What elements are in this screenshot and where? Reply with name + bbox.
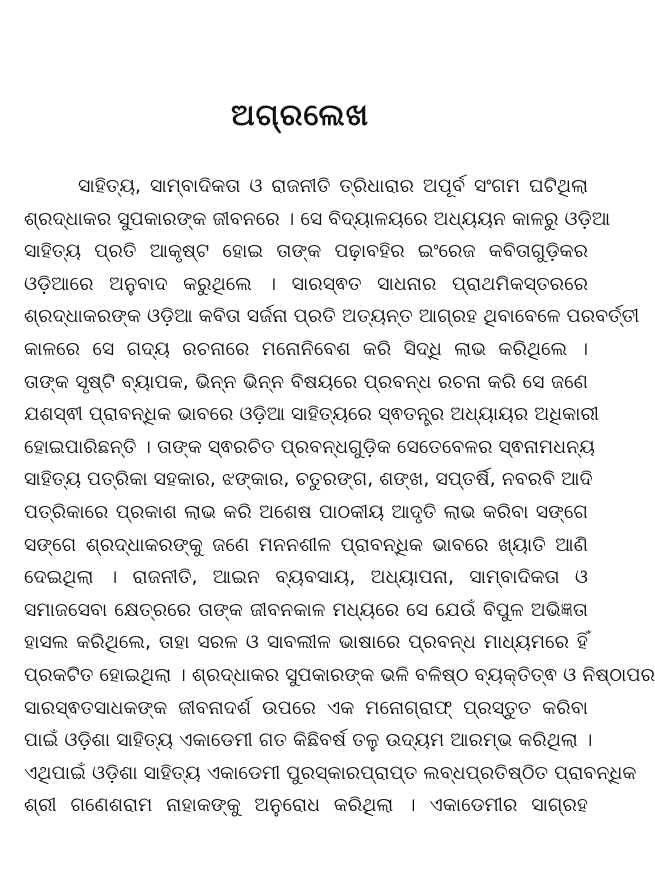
text-line: ପାଇଁ ଓଡ଼ିଶା ସାହିତ୍ୟ ଏକାଡେମୀ ଗତ କିଛିବର୍ଷ ତଳୁ ଉଦ୍ୟମ ଆରମ୍ଭ କରିଥିଲା । xyxy=(24,729,593,752)
text-line: ଶ୍ରୀ ଗଣେଶରାମ ନାହାକଙ୍କୁ ଅନୁରୋଧ କରିଥିଲା । ଏକାଡେମୀର ସାଗ୍ରହ xyxy=(24,794,588,817)
body-paragraph xyxy=(24,170,655,822)
text-line: ହାସଲ କରିଥିଲେ, ତାହା ସରଳ ଓ ସାବଲୀଳ ଭାଷାରେ ପ୍ରବନ୍ଧ ମାଧ୍ୟମରେ ହିଁ xyxy=(24,631,588,654)
text-line: ପତ୍ରିକାରେ ପ୍ରକାଶ ଲାଭ କରି ଅଶେଷ ପାଠକୀୟ ଆଦୃତି ଲାଭ କରିବା ସଙ୍ଗେ xyxy=(24,500,588,523)
text-line: ସାହିତ୍ୟ ପ୍ରତି ଆକୃଷ୍ଟ ହୋଇ ତାଙ୍କ ପଢ଼ାବହିର ଇଂରେଜ କବିତାଗୁଡ଼ିକର xyxy=(24,240,588,263)
text-line: ସମାଜସେବା କ୍ଷେତ୍ରରେ ତାଙ୍କ ଜୀବନକାଳ ମଧ୍ୟରେ ସେ ଯେଉଁ ବିପୁଳ ଅଭିଜ୍ଞତା xyxy=(24,598,588,621)
text-line: ସଙ୍ଗେ ଶ୍ରଦ୍ଧାକରଙ୍କୁ ଜଣେ ମନନଶୀଳ ପ୍ରାବନ୍ଧିକ ଭାବରେ ଖ୍ୟାତି ଆଣି xyxy=(24,533,588,556)
text-line: ହୋଇପାରିଛନ୍ତି । ତାଙ୍କ ସ୍ଵରଚିତ ପ୍ରବନ୍ଧଗୁଡ଼ିକ ସେତେବେଳର ସ୍ଵନାମଧନ୍ୟ xyxy=(24,435,595,458)
page-title: ଅଗ୍ରଲେଖ xyxy=(230,98,370,133)
text-line: ଯଶସ୍ଵୀ ପ୍ରାବନ୍ଧିକ ଭାବରେ ଓଡ଼ିଆ ସାହିତ୍ୟରେ ସ୍ଵତନ୍ତ୍ର ଅଧ୍ୟାୟର ଅଧିକାରୀ xyxy=(24,403,600,426)
text-line: କାଳରେ ସେ ଗଦ୍ୟ ରଚନାରେ ମନୋନିବେଶ କରି ସିଦ୍ଧି ଲାଭ କରିଥିଲେ । xyxy=(24,337,588,360)
text-line: ସାହିତ୍ୟ ପତ୍ରିକା ସହକାର, ଝଙ୍କାର, ଚତୁରଙ୍ଗ, ଶଙ୍ଖ, ସପ୍ତର୍ଷି, ନବରବି ଆଦି xyxy=(24,468,593,491)
text-line: ପ୍ରକଟିତ ହୋଇଥିଲା । ଶ୍ରଦ୍ଧାକର ସୁପକାରଙ୍କ ଭଳି ବଳିଷ୍ଠ ବ୍ୟକ୍ତିତ୍ଵ ଓ ନିଷ୍ଠାପର xyxy=(24,663,655,686)
text-line: ଶ୍ରଦ୍ଧାକର ସୁପକାରଙ୍କ ଜୀବନରେ । ସେ ବିଦ୍ୟାଳୟରେ ଅଧ୍ୟୟନ କାଳରୁ ଓଡ଼ିଆ xyxy=(24,207,611,230)
text-line: ଦେଇଥିଲା । ରାଜନୀତି, ଆଇନ ବ୍ୟବସାୟ, ଅଧ୍ୟାପନା, ସାମ୍ବାଦିକତା ଓ xyxy=(24,566,588,589)
text-line: ସାହିତ୍ୟ, ସାମ୍ବାଦିକତା ଓ ରାଜନୀତି ତ୍ରିଧାରାର ଅପୂର୍ବ ସଂଗମ ଘଟିଥିଲା xyxy=(78,175,588,197)
text-line: ଏଥିପାଇଁ ଓଡ଼ିଶା ସାହିତ୍ୟ ଏକାଡେମୀ ପୁରସ୍କାରପ୍ରାପ୍ତ ଲବ୍ଧପ୍ରତିଷ୍ଠିତ ପ୍ରାବନ୍ଧିକ xyxy=(24,761,637,784)
text-line: ଓଡ଼ିଆରେ ଅନୁବାଦ କରୁଥିଲେ । ସାରସ୍ଵତ ସାଧନାର ପ୍ରାଥମିକସ୍ତରରେ xyxy=(24,272,588,295)
text-line: ତାଙ୍କ ସୃଷ୍ଟି ବ୍ୟାପକ, ଭିନ୍ନ ଭିନ୍ନ ବିଷୟରେ ପ୍ରବନ୍ଧ ରଚନା କରି ସେ ଜଣେ xyxy=(24,370,588,393)
text-line: ସାରସ୍ଵତସାଧକଙ୍କ ଜୀବନାଦର୍ଶ ଉପରେ ଏକ ମନୋଗ୍ରାଫ୍ ପ୍ରସ୍ତୁତ କରିବା xyxy=(24,696,588,719)
text-line: ଶ୍ରଦ୍ଧାକରଙ୍କ ଓଡ଼ିଆ କବିତା ସର୍ଜନା ପ୍ରତି ଅତ୍ୟନ୍ତ ଆଗ୍ରହ ଥିବାବେଳେ ପରବର୍ତ୍ତୀ xyxy=(24,305,640,328)
